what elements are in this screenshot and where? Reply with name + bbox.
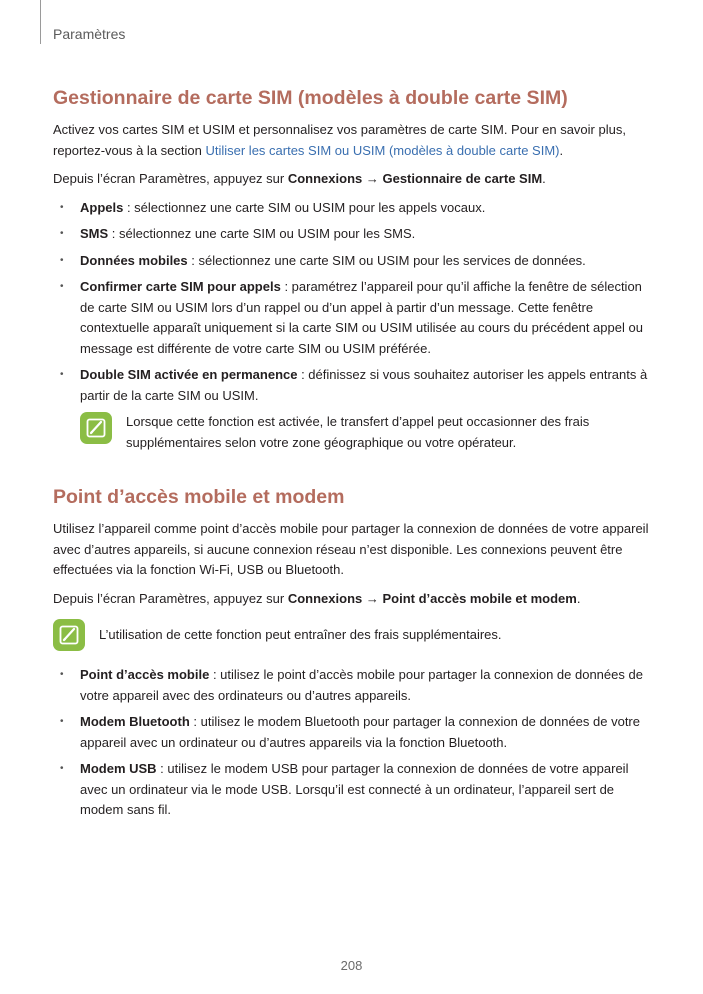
path-prefix: Depuis l’écran Paramètres, appuyez sur [53, 171, 288, 186]
option-desc: : utilisez le modem USB pour partager la connexion de données de votre appareil avec un ordinateur via le mode USB. Lorsqu’il est connecté à un ordinateur, l’appareil sert de modem sans fil. [80, 761, 629, 817]
list-item [53, 198, 653, 219]
option-desc: : sélectionnez une carte SIM ou USIM pour les SMS. [108, 226, 416, 241]
note-box [53, 619, 653, 651]
path-arrow: → [362, 590, 383, 606]
section-sim-manager [53, 84, 653, 453]
option-list [53, 198, 653, 407]
option-term: SMS [80, 226, 109, 241]
option-term: Modem Bluetooth [80, 714, 190, 729]
path-connexions: Connexions [287, 171, 363, 186]
path-arrow: → [362, 171, 383, 186]
header-rule [40, 0, 41, 44]
note-text: Lorsque cette fonction est activée, le transfert d’appel peut occasionner des frais supplémentaires selon votre zone géographique ou votre opérateur. [126, 414, 590, 450]
list-item [53, 224, 653, 245]
intro-end: . [559, 142, 564, 158]
path-connexions: Connexions [287, 590, 363, 606]
section-title: Gestionnaire de carte SIM (modèles à double carte SIM) [53, 87, 568, 109]
list-item [53, 251, 653, 272]
list-item [53, 712, 653, 753]
intro-text: Activez vos cartes SIM et USIM et personnalisez vos paramètres de carte SIM. Pour en savoir plus, reportez-vous à la section [53, 122, 626, 158]
running-header: Paramètres [53, 26, 126, 42]
page-content [53, 84, 653, 827]
option-desc: : utilisez le point d’accès mobile pour partager la connexion de données de votre appareil avec des ordinateurs ou d’autres appareils. [80, 667, 643, 703]
option-term: Appels [80, 199, 124, 215]
option-term: Modem USB [80, 761, 157, 776]
option-desc: : paramétrez l’appareil pour qu’il affiche la fenêtre de sélection de carte SIM ou USIM lors d’un rappel ou d’un appel à partir d’un message. Cette fenêtre contextuelle apparaît uniquement si la carte SIM ou USIM utilisée au cours du précédent appel ou message est différente de votre carte SIM ou USIM préférée. [80, 279, 643, 356]
navigation-path [53, 169, 653, 190]
note-box [80, 412, 653, 453]
list-item [53, 277, 653, 359]
option-desc: : définissez si vous souhaitez autoriser les appels entrants à partir de la carte SIM ou USIM. [80, 367, 648, 403]
navigation-path [53, 589, 653, 610]
section-mobile-hotspot [53, 483, 653, 821]
option-desc: : sélectionnez une carte SIM ou USIM pour les appels vocaux. [123, 199, 486, 215]
option-term: Point d’accès mobile [80, 667, 210, 682]
path-suffix: . [542, 171, 546, 186]
path-suffix: . [576, 590, 581, 606]
path-prefix: Depuis l’écran Paramètres, appuyez sur [53, 590, 288, 606]
note-pencil-icon [53, 619, 85, 651]
page-number: 208 [340, 958, 363, 973]
option-term: Double SIM activée en permanence [80, 367, 298, 382]
option-term: Confirmer carte SIM pour appels [80, 279, 281, 294]
list-item [53, 665, 653, 706]
note-text: L’utilisation de cette fonction peut entraîner des frais supplémentaires. [99, 626, 502, 642]
section-title: Point d’accès mobile et modem [53, 486, 345, 508]
option-desc: : utilisez le modem Bluetooth pour partager la connexion de données de votre appareil avec un ordinateur ou d’autres appareils via la fonction Bluetooth. [80, 714, 640, 750]
list-item [53, 365, 653, 406]
list-item [53, 759, 653, 821]
sim-usim-link[interactable]: Utiliser les cartes SIM ou USIM (modèles à double carte SIM) [205, 142, 560, 158]
path-sim-manager: Gestionnaire de carte SIM [382, 171, 543, 186]
intro-paragraph: Utilisez l’appareil comme point d’accès mobile pour partager la connexion de données de votre appareil avec d’autres appareils, si aucune connexion réseau n’est disponible. Les connexions peuvent être effectuées via la fonction Wi-Fi, USB ou Bluetooth. [53, 521, 649, 577]
path-hotspot: Point d’accès mobile et modem [382, 590, 577, 606]
intro-paragraph [53, 120, 653, 161]
option-list [53, 665, 653, 821]
option-term: Données mobiles [80, 252, 188, 268]
option-desc: : sélectionnez une carte SIM ou USIM pour les services de données. [187, 252, 586, 268]
note-pencil-icon [80, 412, 112, 444]
